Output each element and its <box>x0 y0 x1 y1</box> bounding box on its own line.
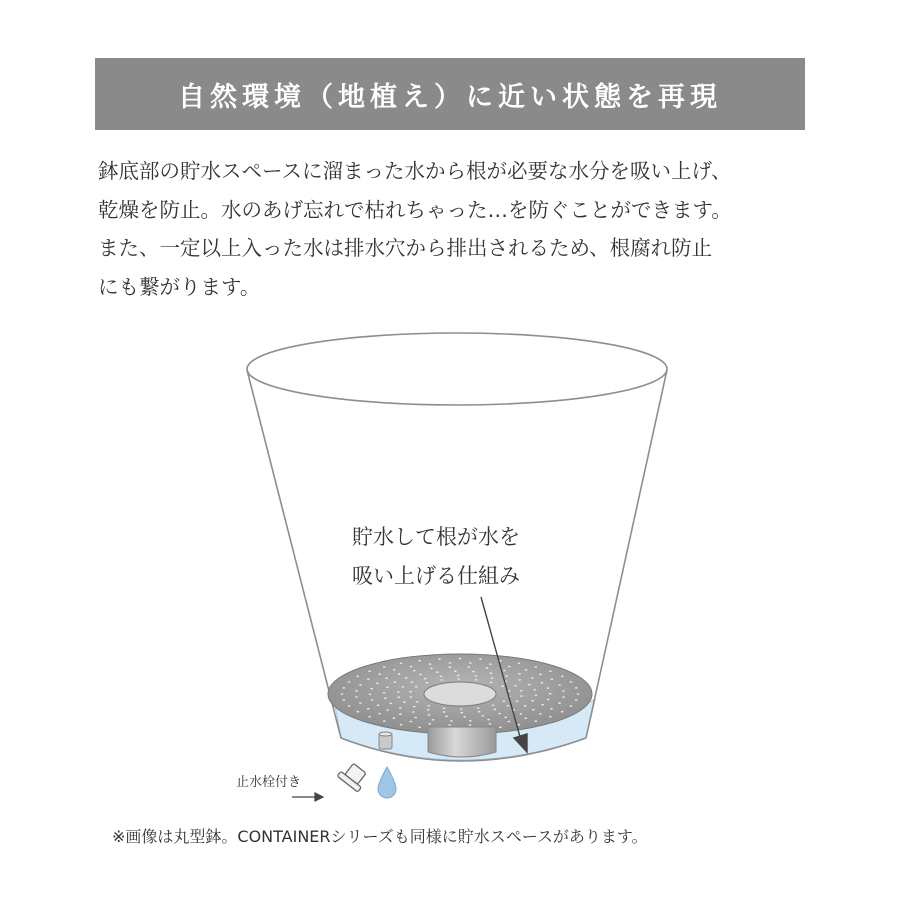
tray-hole <box>505 675 508 677</box>
tray-hole <box>410 696 413 698</box>
tray-hole <box>418 660 421 662</box>
tray-hole <box>457 678 460 680</box>
callout-line: 吸い上げる仕組み <box>352 564 520 588</box>
tray-hole <box>409 721 412 723</box>
tray-hole <box>378 673 381 675</box>
tray-hole <box>440 676 443 678</box>
tray-hole <box>448 666 451 668</box>
description-line: 乾燥を防止。水のあげ忘れで枯れちゃった…を防ぐことができます。 <box>98 197 732 222</box>
tray-hole <box>418 727 421 729</box>
tray-hole <box>413 706 416 708</box>
tray-hole <box>386 687 389 689</box>
tray-hole <box>355 690 358 692</box>
tray-hole <box>549 693 552 695</box>
tray-hole <box>520 695 523 697</box>
tray-hole <box>532 709 535 711</box>
tray-hole <box>558 684 561 686</box>
tray-hole <box>474 675 477 677</box>
tray-hole <box>520 690 523 692</box>
tray-hole <box>467 666 470 668</box>
tray-hole <box>479 658 482 660</box>
tray-hole <box>398 673 401 675</box>
tray-hole <box>577 693 580 695</box>
drain-plug-icon <box>379 732 392 749</box>
tray-hole <box>402 686 405 688</box>
tray-hole <box>534 666 537 668</box>
tray-hole <box>342 687 345 689</box>
tray-hole <box>370 688 373 690</box>
tray-center-hole <box>424 682 496 706</box>
tray-hole <box>503 700 506 702</box>
tray-hole <box>472 671 475 673</box>
tray-hole <box>539 713 542 715</box>
tray-hole <box>393 669 396 671</box>
tray-hole <box>412 711 415 713</box>
tray-hole <box>459 658 462 660</box>
tray-hole <box>424 678 427 680</box>
tray-hole <box>427 705 430 707</box>
description-line: また、一定以上入った水は排水穴から排出されるため、根腐れ防止 <box>98 236 713 260</box>
tray-hole <box>386 709 389 711</box>
tray-hole <box>385 678 388 680</box>
tray-hole <box>477 707 480 709</box>
tray-hole <box>416 701 419 703</box>
tray-hole <box>400 724 403 726</box>
tray-hole <box>518 673 521 675</box>
tray-hole <box>356 711 359 713</box>
tray-hole <box>432 719 435 721</box>
tray-hole <box>541 704 544 706</box>
description-line: にも繋がります。 <box>98 274 261 299</box>
tray-hole <box>440 679 443 681</box>
tray-hole <box>426 682 429 684</box>
tray-hole <box>419 674 422 676</box>
tray-hole <box>487 719 490 721</box>
tray-hole <box>394 681 397 683</box>
water-drop-icon <box>378 767 396 798</box>
tray-hole <box>531 700 534 702</box>
tray-hole <box>399 707 402 709</box>
tray-hole <box>413 670 416 672</box>
tray-hole <box>348 681 351 683</box>
tray-hole <box>389 703 392 705</box>
tray-hole <box>501 685 504 687</box>
diagram-callout <box>352 518 520 596</box>
tray-hole <box>525 669 528 671</box>
tray-hole <box>514 685 517 687</box>
tray-hole <box>575 699 578 701</box>
tray-hole <box>448 724 451 726</box>
tray-hole <box>520 713 523 715</box>
tray-hole <box>490 682 493 684</box>
tray-hole <box>503 670 506 672</box>
tray-hole <box>492 705 495 707</box>
tray-hole <box>475 679 478 681</box>
tray-hole <box>570 681 573 683</box>
tray-hole <box>499 727 502 729</box>
tray-hole <box>454 670 457 672</box>
description-line: 鉢底部の貯水スペースに溜まった水から根が必要な水分を吸い上げ、 <box>98 159 732 183</box>
tray-hole <box>445 716 448 718</box>
tray-hole <box>561 711 564 713</box>
tray-hole <box>400 663 403 665</box>
tray-hole <box>378 713 381 715</box>
tray-hole <box>368 716 371 718</box>
tray-hole <box>460 712 463 714</box>
tray-hole <box>518 724 521 726</box>
callout-line: 貯水して根が水を <box>352 525 520 549</box>
tray-hole <box>443 707 446 709</box>
tray-hole <box>524 705 527 707</box>
tray-hole <box>399 713 402 715</box>
tray-hole <box>369 694 372 696</box>
tray-hole <box>547 687 550 689</box>
tray-hole <box>463 716 466 718</box>
tray-hole <box>341 693 344 695</box>
tray-hole <box>411 681 414 683</box>
tray-hole <box>528 684 531 686</box>
tray-hole <box>539 674 542 676</box>
tray-hole <box>393 717 396 719</box>
tray-hole <box>518 663 521 665</box>
tray-hole <box>443 711 446 713</box>
tray-hole <box>504 717 507 719</box>
tray-hole <box>558 702 561 704</box>
tray-hole <box>429 663 432 665</box>
tray-hole <box>524 717 527 719</box>
tray-hole <box>518 679 521 681</box>
tray-hole <box>414 717 417 719</box>
tray-hole <box>438 658 441 660</box>
tray-hole <box>371 699 374 701</box>
tray-hole <box>516 700 519 702</box>
tray-hole <box>494 709 497 711</box>
tray-hole <box>409 691 412 693</box>
tray-hole <box>469 662 472 664</box>
tray-hole <box>376 683 379 685</box>
tray-hole <box>428 714 431 716</box>
tray-hole <box>490 672 493 674</box>
tray-hole <box>562 696 565 698</box>
tray-hole <box>561 676 564 678</box>
tray-hole <box>457 675 460 677</box>
tray-hole <box>436 671 439 673</box>
tray-hole <box>427 709 430 711</box>
center-cylinder <box>428 727 496 757</box>
tray-hole <box>377 704 380 706</box>
tray-hole <box>356 676 359 678</box>
footnote: ※画像は丸型鉢。CONTAINERシリーズも同様に貯水スペースがあります。 <box>112 827 648 846</box>
tray-hole <box>508 666 511 668</box>
tray-hole <box>359 702 362 704</box>
tray-hole <box>415 686 418 688</box>
tray-hole <box>570 705 573 707</box>
tray-hole <box>368 670 371 672</box>
tray-hole <box>549 670 552 672</box>
tray-hole <box>531 677 534 679</box>
tray-hole <box>478 711 481 713</box>
tray-hole <box>507 705 510 707</box>
tray-hole <box>491 677 494 679</box>
tray-hole <box>486 667 489 669</box>
tray-hole <box>533 689 536 691</box>
stopper-label-arrow <box>292 793 323 801</box>
tray-hole <box>428 723 431 725</box>
tray-hole <box>410 666 413 668</box>
tray-hole <box>489 723 492 725</box>
page-title: 自然環境（地植え）に近い状態を再現 <box>178 81 722 113</box>
tray-hole <box>450 720 453 722</box>
tray-hole <box>550 708 553 710</box>
tray-hole <box>449 662 452 664</box>
tray-hole <box>384 697 387 699</box>
tray-hole <box>541 682 544 684</box>
tray-hole <box>562 690 565 692</box>
tray-hole <box>508 721 511 723</box>
tray-hole <box>359 684 362 686</box>
tray-hole <box>481 715 484 717</box>
tray-hole <box>397 691 400 693</box>
tray-hole <box>403 701 406 703</box>
tray-hole <box>348 705 351 707</box>
tray-hole <box>383 692 386 694</box>
tray-hole <box>549 716 552 718</box>
tray-hole <box>489 663 492 665</box>
tray-hole <box>383 720 386 722</box>
tray-hole <box>398 696 401 698</box>
tray-hole <box>534 720 537 722</box>
tray-hole <box>469 720 472 722</box>
tray-hole <box>550 679 553 681</box>
tray-hole <box>383 666 386 668</box>
tray-hole <box>367 708 370 710</box>
tray-hole <box>430 668 433 670</box>
tray-hole <box>469 724 472 726</box>
tray-hole <box>498 713 501 715</box>
tray-hole <box>355 696 358 698</box>
tray-hole <box>460 708 463 710</box>
tray-hole <box>575 687 578 689</box>
stopper-icon <box>337 760 370 792</box>
tray-hole <box>547 699 550 701</box>
tray-hole <box>535 695 538 697</box>
tray-hole <box>405 677 408 679</box>
stopper-label: 止水栓付き <box>236 775 302 790</box>
tray-hole <box>342 699 345 701</box>
tray-hole <box>367 678 370 680</box>
